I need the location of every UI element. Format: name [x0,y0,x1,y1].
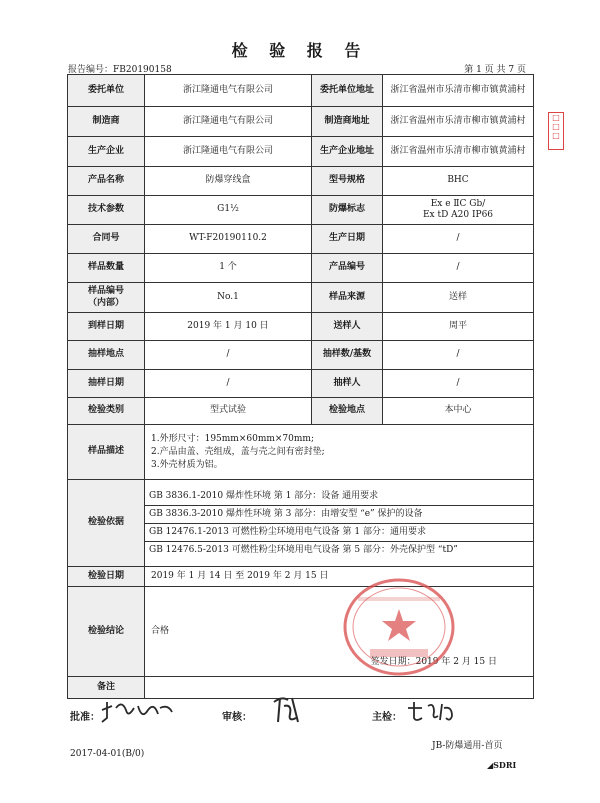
tech-params-value: G1½ [145,196,312,225]
table-row [68,425,534,480]
side-stamp-mark: □ □ □ [548,112,564,150]
sampling-date-label: 抽样日期 [68,370,145,398]
client-address-value: 浙江省温州市乐清市柳市镇黄浦村 [383,75,534,107]
table-row [68,196,534,225]
ex-marking-value [383,196,534,225]
sender-value: 周平 [383,313,534,341]
sampler-label: 抽样人 [312,370,383,398]
test-period-label: 检验日期 [68,567,145,587]
client-value: 浙江隆通电气有限公司 [145,75,312,107]
contract-value: WT-F20190110.2 [145,225,312,254]
client-address-label: 委托单位地址 [312,75,383,107]
production-date-value: / [383,225,534,254]
form-version-date: 2017-04-01(B/0) [70,749,145,759]
sample-description-value [145,425,534,480]
sample-no-label-line-1: 样品编号 [87,286,124,297]
sampling-date-value: / [145,370,312,398]
test-category-value: 型式试验 [145,398,312,425]
report-number-value: FB20190158 [113,65,172,75]
contract-label: 合同号 [68,225,145,254]
product-no-label: 产品编号 [312,254,383,283]
ex-marking-line-2: Ex tD A20 IP66 [422,210,494,220]
table-row [68,137,534,167]
arrival-date-label: 到样日期 [68,313,145,341]
table-row [68,225,534,254]
description-line: 1.外形尺寸：195mm×60mm×70mm; [151,433,314,444]
description-line: 2.产品由盖、壳组成，盖与壳之间有密封垫; [151,446,325,457]
reviewer-signature [266,692,306,726]
table-row [68,313,534,341]
producer-value: 浙江隆通电气有限公司 [145,137,312,167]
logo-text: SDRI [493,760,517,770]
logo-mark-icon: ◢ [487,760,494,770]
test-basis-value [145,480,534,567]
product-name-label: 产品名称 [68,167,145,196]
conclusion-label: 检验结论 [68,587,145,677]
main-inspector-label: 主检： [372,712,402,723]
table-row [68,167,534,196]
product-name-value: 防爆穿线盒 [145,167,312,196]
maker-address-label: 制造商地址 [312,107,383,137]
client-label: 委托单位 [68,75,145,107]
product-no-value: / [383,254,534,283]
table-row [68,370,534,398]
producer-label: 生产企业 [68,137,145,167]
form-code: JB-防爆通用-首页 [432,741,503,751]
main-inspector-signature [404,698,458,726]
sampler-value: / [383,370,534,398]
table-row [68,107,534,137]
sample-qty-label: 样品数量 [68,254,145,283]
production-date-label: 生产日期 [312,225,383,254]
standard-line: GB 12476.1-2013 可燃性粉尘环境用电气设备 第 1 部分：通用要求 [145,524,533,542]
reviewer-label: 审核： [222,712,252,723]
report-number-label: 报告编号： [68,65,114,75]
table-row [68,587,534,677]
sender-label: 送样人 [312,313,383,341]
sample-qty-value: 1 个 [145,254,312,283]
conclusion-value: 合格 [151,625,170,636]
table-row [68,480,534,567]
maker-value: 浙江隆通电气有限公司 [145,107,312,137]
standard-line: GB 3836.3-2010 爆炸性环境 第 3 部分：由增安型 “e” 保护的设备 [145,506,533,524]
page-info: 第 1 页 共 7 页 [464,65,526,75]
arrival-date-value: 2019 年 1 月 10 日 [145,313,312,341]
sample-no-value: No.1 [145,283,312,313]
sample-source-value: 送样 [383,283,534,313]
table-row [68,254,534,283]
inspection-seal-stamp [340,575,458,679]
approver-signature [98,696,178,726]
ex-marking-label: 防爆标志 [312,196,383,225]
sample-description-label: 样品描述 [68,425,145,480]
test-period-value: 2019 年 1 月 14 日 至 2019 年 2 月 15 日 [145,567,534,587]
sampling-site-value: / [145,341,312,370]
remarks-label: 备注 [68,677,145,699]
report-title: 检 验 报 告 [231,41,369,60]
table-row [68,341,534,370]
sample-no-label-line-2: （内部） [87,297,124,308]
ex-marking-line-1: Ex e ⅡC Gb/ [430,198,486,209]
report-table [67,74,534,699]
sampling-count-label: 抽样数/基数 [312,341,383,370]
test-category-label: 检验类别 [68,398,145,425]
table-row [68,398,534,425]
sample-source-label: 样品来源 [312,283,383,313]
maker-address-value: 浙江省温州市乐清市柳市镇黄浦村 [383,107,534,137]
tech-params-label: 技术参数 [68,196,145,225]
standard-line: GB 12476.5-2013 可燃性粉尘环境用电气设备 第 5 部分：外壳保护型 “tD” [149,544,458,555]
model-value: BHC [383,167,534,196]
producer-address-label: 生产企业地址 [312,137,383,167]
maker-label: 制造商 [68,107,145,137]
table-row [68,75,534,107]
sampling-site-label: 抽样地点 [68,341,145,370]
remarks-value [145,677,534,699]
description-line: 3.外壳材质为铝。 [151,459,223,470]
sample-no-label [68,283,145,313]
issue-date: 签发日期：2019 年 2 月 15 日 [370,656,497,667]
approver-label: 批准： [70,712,100,723]
conclusion-value-cell [145,587,534,677]
table-row [68,567,534,587]
test-location-value: 本中心 [383,398,534,425]
test-basis-label: 检验依据 [68,480,145,567]
table-row [68,283,534,313]
model-label: 型号规格 [312,167,383,196]
test-location-label: 检验地点 [312,398,383,425]
standard-line: GB 3836.1-2010 爆炸性环境 第 1 部分：设备 通用要求 [145,488,533,506]
producer-address-value: 浙江省温州市乐清市柳市镇黄浦村 [383,137,534,167]
sampling-count-value: / [383,341,534,370]
institute-logo [487,760,516,770]
